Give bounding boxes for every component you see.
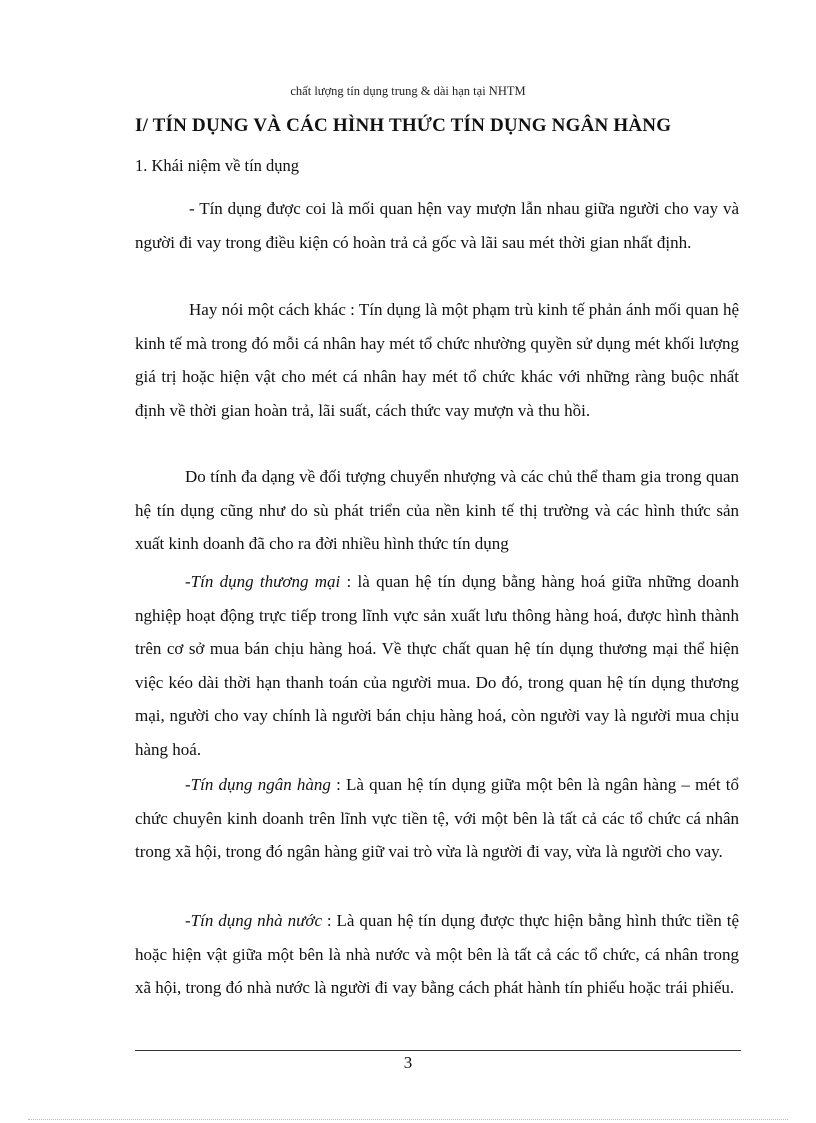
commercial-credit-text: : là quan hệ tín dụng bằng hàng hoá giữa những doanh nghiệp hoạt động trực tiếp trong lĩnh vực sản xuất lưu thông hàng hoá, được hình thành trên cơ sở mua bán chịu hàng hoá. Về thực chất quan hệ tín dụng thương mại thể hiện việc kéo dài thời hạn thanh toán của người mua. Do đó, trong quan hệ tín dụng thương mại, người cho vay chính là người bán chịu hàng hoá, còn người vay là người mua chịu hàng hoá.: [135, 572, 739, 759]
footer-divider: [135, 1050, 741, 1051]
page-number: 3: [403, 1053, 413, 1072]
paragraph-forms-intro-text: Do tính đa dạng về đối tượng chuyển nhượng và các chủ thể tham gia trong quan hệ tín dụng cũng như do sù phát triển của nền kinh tế thị trường và các hình thức sản xuất kinh doanh đã cho ra đời nhiều hình thức tín dụng: [135, 467, 739, 553]
term-state-credit: Tín dụng nhà nước: [190, 911, 322, 930]
paragraph-definition-text: - Tín dụng được coi là mối quan hện vay mượn lẫn nhau giữa người cho vay và người đi vay trong điều kiện có hoàn trả cả gốc và lãi sau mét thời gian nhất định.: [135, 199, 739, 252]
paragraph-state-credit: -Tín dụng nhà nước : Là quan hệ tín dụng được thực hiện bằng hình thức tiền tệ hoặc hiện vật giữa một bên là nhà nước và một bên là tất cả các tổ chức, cá nhân trong xã hội, trong đó nhà nước là người đi vay bằng cách phát hành tín phiếu hoặc trái phiếu.: [135, 911, 739, 997]
bank-credit-text: : Là quan hệ tín dụng giữa một bên là ngân hàng – mét tổ chức chuyên kinh doanh trên lĩnh vực tiền tệ, với một bên là tất cả các tổ chức cá nhân trong xã hội, trong đó ngân hàng giữ vai trò vừa là người đi vay, vừa là người cho vay.: [135, 775, 739, 861]
state-credit-text: : Là quan hệ tín dụng được thực hiện bằng hình thức tiền tệ hoặc hiện vật giữa một bên là nhà nước và một bên là tất cả các tổ chức, cá nhân trong xã hội, trong đó nhà nước là người đi vay bằng cách phát hành tín phiếu hoặc trái phiếu.: [135, 911, 739, 997]
paragraph-alternative-text: Hay nói một cách khác : Tín dụng là một phạm trù kinh tế phản ánh mối quan hệ kinh tế mà trong đó mỗi cá nhân hay mét tổ chức nhường quyền sử dụng mét khối lượng giá trị hoặc hiện vật cho mét cá nhân hay mét tổ chức khác với những ràng buộc nhất định về thời gian hoàn trả, lãi suất, cách thức vay mượn và thu hồi.: [135, 300, 739, 420]
page-bottom-divider: [28, 1119, 788, 1120]
paragraph-alternative-definition: [135, 293, 739, 427]
subsection-heading: 1. Khái niệm về tín dụng: [135, 156, 300, 175]
paragraph-bank-credit: -Tín dụng ngân hàng : Là quan hệ tín dụng giữa một bên là ngân hàng – mét tổ chức chuyên kinh doanh trên lĩnh vực tiền tệ, với một bên là tất cả các tổ chức cá nhân trong xã hội, trong đó ngân hàng giữ vai trò vừa là người đi vay, vừa là người cho vay.: [135, 775, 739, 861]
running-header: chất lượng tín dụng trung & dài hạn tại NHTM: [290, 84, 526, 98]
paragraph-definition: [135, 192, 739, 259]
term-bank-credit: Tín dụng ngân hàng: [190, 775, 331, 794]
paragraph-forms-intro: [135, 460, 739, 561]
term-commercial-credit: Tín dụng thương mại: [190, 572, 341, 591]
section-heading: I/ TÍN DỤNG VÀ CÁC HÌNH THỨC TÍN DỤNG NGÂN HÀNG: [135, 115, 672, 136]
paragraph-commercial-credit: -Tín dụng thương mại : là quan hệ tín dụng bằng hàng hoá giữa những doanh nghiệp hoạt động trực tiếp trong lĩnh vực sản xuất lưu thông hàng hoá, được hình thành trên cơ sở mua bán chịu hàng hoá. Về thực chất quan hệ tín dụng thương mại thể hiện việc kéo dài thời hạn thanh toán của người mua. Do đó, trong quan hệ tín dụng thương mại, người cho vay chính là người bán chịu hàng hoá, còn người vay là người mua chịu hàng hoá.: [135, 572, 739, 759]
